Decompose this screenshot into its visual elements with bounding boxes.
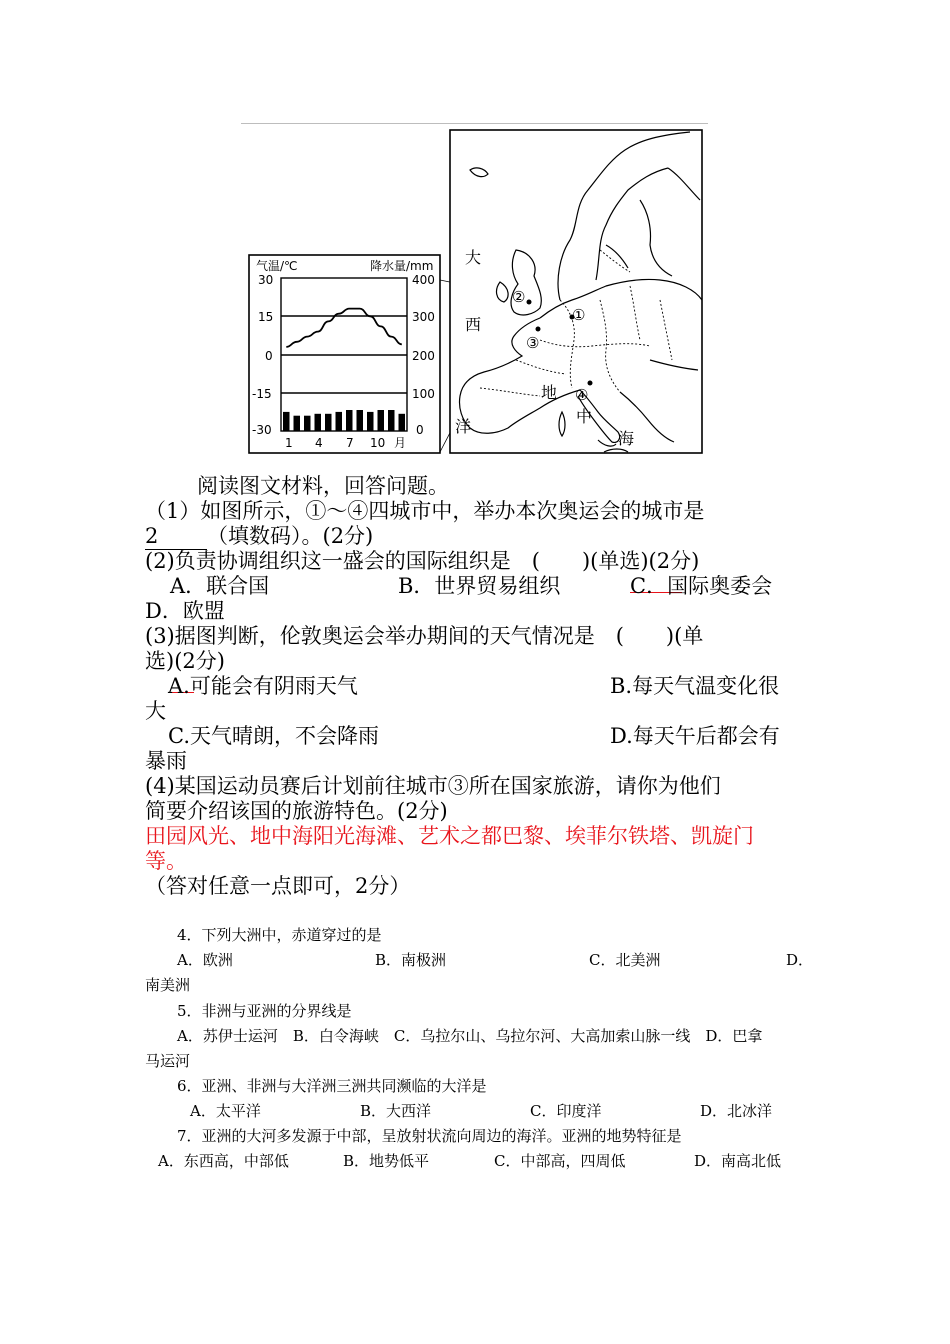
figure-climate-and-map [0,0,950,470]
city-dot [588,381,593,386]
temp-tick: -15 [252,387,272,401]
reading-q2-option-d: D．欧盟 [145,599,225,623]
temp-tick: -30 [252,423,272,437]
q4-option-a: A．欧洲 [177,951,233,969]
q4-option-b: B．南极洲 [375,951,447,969]
precip-tick: 200 [412,349,435,363]
reading-intro: 阅读图文材料，回答问题。 [197,474,449,498]
city-marker-1: ① [572,306,586,324]
precip-bar [346,410,353,431]
precip-bar [336,412,343,431]
q7-option-c: C．中部高，四周低 [494,1152,626,1170]
precip-axis-label: 降水量/mm [370,259,434,273]
precip-tick: 400 [412,273,435,287]
city-dot [527,300,532,305]
reading-q4-line2: 简要介绍该国的旅游特色。(2分) [145,799,448,823]
precip-bar [315,414,322,431]
reading-q3-option-c: C.天气晴朗，不会降雨 [168,724,379,748]
precip-bar [378,410,385,431]
precip-bar [367,412,374,431]
reading-q3-line1: (3)据图判断，伦敦奥运会举办期间的天气情况是 ( )(单 [145,624,704,648]
month-tick: 7 [346,436,354,450]
month-unit: 月 [394,436,407,450]
precip-bar [357,410,364,431]
q7-option-a: A．东西高，中部低 [158,1152,289,1170]
q1-answer-blank [145,524,207,550]
month-tick: 10 [370,436,386,450]
map-label-yang: 洋 [455,417,472,436]
q6-option-c: C．印度洋 [530,1102,602,1120]
precip-tick: 300 [412,310,435,324]
precip-bar [283,412,290,431]
city-marker-4: ④ [575,386,589,404]
reading-q3-option-b: B.每天气温变化很 [610,674,780,698]
q4-stem: 4．下列大洲中，赤道穿过的是 [177,926,382,944]
reading-q3-option-d-cont: 暴雨 [145,749,187,773]
q5-stem: 5．非洲与亚洲的分界线是 [177,1002,352,1020]
map-label-zhong: 中 [576,407,593,426]
q4-option-c: C．北美洲 [589,951,661,969]
q5-options: A．苏伊士运河 B．白令海峡 C．乌拉尔山、乌拉尔河、大高加索山脉一线 D．巴拿 [177,1027,763,1045]
reading-q2-option-b: B．世界贸易组织 [398,574,561,598]
temp-tick: 15 [258,310,274,324]
reading-q3-option-a [168,674,358,699]
precip-bar [304,416,311,431]
map-label-di: 地 [541,383,558,402]
q4-option-d: D． [786,951,814,969]
reading-q3-option-d: D.每天午后都会有 [610,724,780,748]
city-dot [536,327,541,332]
city-marker-3: ③ [526,334,540,352]
reading-q3-line2: 选)(2分) [145,649,225,673]
temp-curve [286,309,402,347]
q7-stem: 7．亚洲的大河多发源于中部，呈放射状流向周边的海洋。亚洲的地势特征是 [177,1127,682,1145]
precip-bar [325,414,332,431]
q7-option-b: B．地势低平 [343,1152,430,1170]
temp-axis-label: 气温/℃ [256,259,298,273]
reading-q4-line1: (4)某国运动员赛后计划前往城市③所在国家旅游，请你为他们 [145,774,721,798]
q1-answer: 2 [145,524,159,548]
q4-option-d-cont: 南美洲 [145,976,191,994]
reading-answer-line1: 田园风光、地中海阳光海滩、艺术之都巴黎、埃菲尔铁塔、凯旋门 [145,824,754,848]
precip-tick: 100 [412,387,435,401]
map-label-hai: 海 [618,429,635,448]
reading-q3-option-b-cont: 大 [145,699,166,723]
precip-tick: 0 [416,423,424,437]
q2-option-c-text: C．国际奥委会 [630,574,773,598]
q6-option-b: B．大西洋 [360,1102,432,1120]
month-tick: 4 [315,436,323,450]
q5-options-cont: 马运河 [145,1052,191,1070]
reading-note: （答对任意一点即可，2分） [145,874,411,898]
month-tick: 1 [285,436,293,450]
temp-tick: 0 [265,349,273,363]
reading-q2-option-c [630,574,772,599]
map-label-xi: 西 [465,315,482,334]
q3-option-a-text: A.可能会有阴雨天气 [168,674,358,698]
q1-suffix: （填数码）。(2分) [207,524,374,548]
precip-bar [399,414,406,431]
q6-option-a: A．太平洋 [190,1102,261,1120]
precip-bars [283,410,405,431]
q6-option-d: D．北冰洋 [700,1102,773,1120]
q6-stem: 6．亚洲、非洲与大洋洲三洲共同濒临的大洋是 [177,1077,487,1095]
map-label-da: 大 [465,248,482,267]
precip-bar [294,416,301,431]
reading-q2: (2)负责协调组织这一盛会的国际组织是 ( )(单选)(2分) [145,549,700,573]
temp-tick: 30 [258,273,274,287]
reading-answer-line2: 等。 [145,849,187,873]
reading-q2-option-a: A．联合国 [170,574,270,598]
city-marker-2: ② [512,288,526,306]
reading-q1-line1: （1）如图所示，①～④四城市中，举办本次奥运会的城市是 [145,499,705,523]
precip-bar [388,410,395,431]
q7-option-d: D．南高北低 [694,1152,782,1170]
reading-q1-line2 [145,524,373,550]
